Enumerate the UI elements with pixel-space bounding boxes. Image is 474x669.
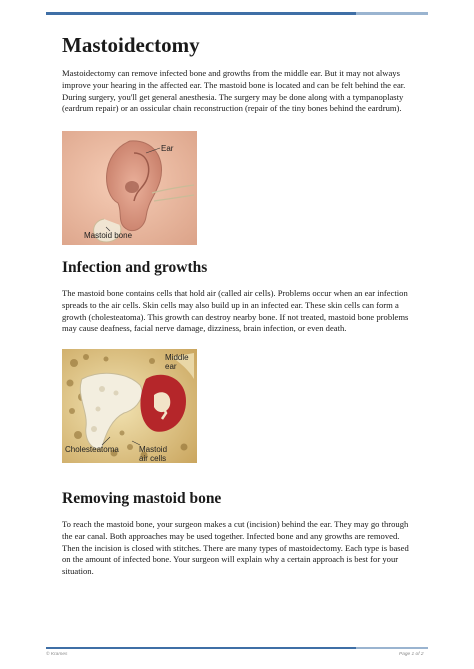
label-ear: Ear: [161, 144, 174, 153]
label-mastoid-bone: Mastoid bone: [84, 231, 133, 240]
middle-ear-illustration: [62, 349, 197, 463]
ear-illustration: [62, 131, 197, 245]
infection-paragraph: The mastoid bone contains cells that hold air (called air cells). Problems occur when an ear infection spreads to the air cells. Skin cells may also build up in an infected ear. These skin cells can form a growth (cholesteatoma). This growth can destroy nearby bone. If not treated, mastoid bone problems may cause deafness, facial nerve damage, dizziness, brain infection, or even death.: [62, 288, 409, 334]
heading-infection: Infection and growths: [62, 259, 208, 276]
footer-rule: [46, 647, 428, 649]
intro-paragraph: Mastoidectomy can remove infected bone and growths from the middle ear. But it may not always improve your hearing in the affected ear. The mastoid bone is located and can be felt behind the ear. During surgery, you'll get general anesthesia. The surgery may be done along with a tympanoplasty (eardrum repair) or an ossicular chain reconstruction (repair of the tiny bones behind the eardrum).: [62, 68, 406, 114]
label-middle-ear-line1: Middle: [165, 353, 189, 362]
label-cholesteatoma: Cholesteatoma: [65, 445, 119, 454]
label-middle-ear-line2: ear: [165, 362, 177, 371]
header-rule: [46, 12, 428, 15]
page-title: Mastoidectomy: [62, 33, 200, 57]
label-mastoid-air-cells-line1: Mastoid: [139, 445, 168, 454]
heading-removing: Removing mastoid bone: [62, 490, 222, 507]
removing-paragraph: To reach the mastoid bone, your surgeon makes a cut (incision) behind the ear. They may go through the ear canal. Both approaches may be used together. Infected bone and any growths are removed. Then the incision is closed with stitches. There are many types of mastoidectomy. Each type is based on the amount of infected bone. Your surgeon will explain why a certain approach is best for your situation.: [62, 519, 409, 577]
footer-copyright: © Krames: [46, 652, 68, 657]
footer-page-number: Page 1 of 2: [399, 652, 424, 657]
label-mastoid-air-cells-line2: air cells: [139, 454, 167, 463]
